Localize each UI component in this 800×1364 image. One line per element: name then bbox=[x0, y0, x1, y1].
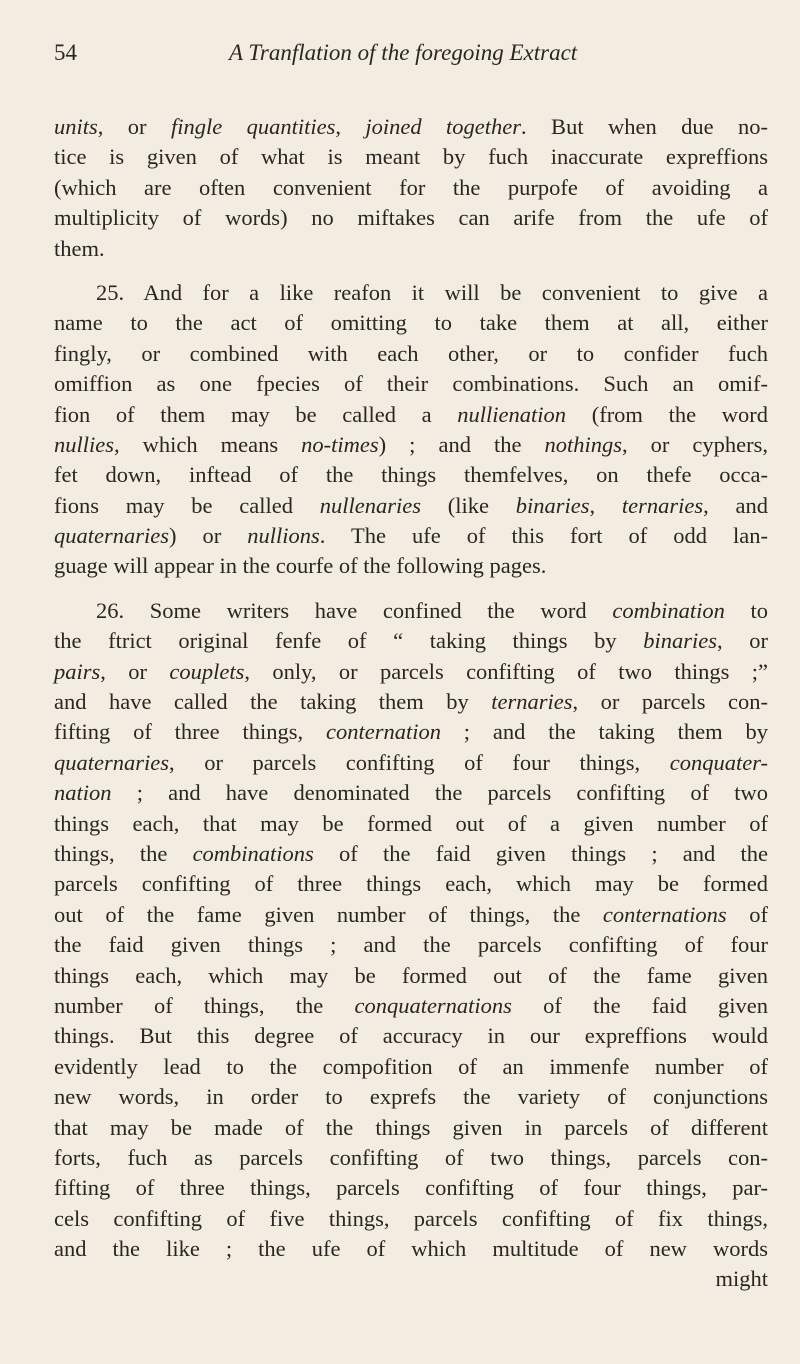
text-run: guage will appear in the courfe of the following pages. bbox=[54, 553, 547, 579]
italic-term: nullenaries bbox=[319, 492, 421, 518]
text-line bbox=[54, 1173, 768, 1203]
text-line bbox=[54, 657, 768, 687]
text-run: them. bbox=[54, 235, 105, 261]
text-line bbox=[54, 234, 768, 264]
text-run: things each, that may be formed out of a given number of bbox=[54, 810, 768, 836]
text-run: 26. Some writers have confined the word bbox=[96, 597, 613, 623]
text-run: new words, in order to exprefs the variety of conjunctions bbox=[54, 1084, 768, 1110]
paragraph bbox=[54, 596, 768, 1265]
text-run: . The ufe of this fort of odd lan- bbox=[319, 523, 768, 549]
text-line bbox=[54, 1052, 768, 1082]
text-line bbox=[54, 308, 768, 338]
italic-term: ternaries bbox=[621, 492, 704, 518]
italic-term: nullies bbox=[54, 431, 114, 457]
text-run: , bbox=[589, 492, 622, 518]
text-line bbox=[54, 748, 768, 778]
text-run: things each, which may be formed out of the fame given bbox=[54, 962, 768, 988]
text-run: fingly, or combined with each other, or to confider fuch bbox=[54, 340, 768, 366]
text-run: (from the word bbox=[566, 401, 768, 427]
text-run: of the faid given bbox=[511, 992, 768, 1018]
text-line bbox=[54, 278, 768, 308]
text-line bbox=[54, 930, 768, 960]
text-run: cels confifting of five things, parcels confifting of fix things, bbox=[54, 1205, 768, 1231]
text-line bbox=[54, 142, 768, 172]
italic-term: no-times bbox=[301, 431, 379, 457]
text-line bbox=[54, 778, 768, 808]
text-line bbox=[54, 869, 768, 899]
text-run: . But when due no- bbox=[521, 114, 768, 139]
text-line bbox=[54, 717, 768, 747]
text-line bbox=[54, 1113, 768, 1143]
text-line bbox=[54, 1204, 768, 1234]
italic-term: conquaternations bbox=[354, 992, 512, 1018]
text-run: , or parcels confifting of four things, bbox=[169, 749, 670, 775]
text-line bbox=[54, 112, 768, 142]
italic-term: binaries bbox=[515, 492, 590, 518]
italic-term: nullienation bbox=[457, 401, 567, 427]
text-run: , or cyphers, bbox=[622, 431, 769, 457]
text-run: (which are often convenient for the purpofe of avoiding a bbox=[54, 174, 768, 200]
page-header bbox=[54, 40, 754, 76]
text-run: the faid given things ; and the parcels confifting of four bbox=[54, 932, 768, 958]
text-run: of bbox=[726, 901, 768, 927]
text-run: , bbox=[335, 114, 366, 139]
running-title: A Tranflation of the foregoing Extract bbox=[229, 40, 578, 65]
italic-term: combination bbox=[612, 597, 725, 623]
text-run: things. But this degree of accuracy in our expreffions would bbox=[54, 1023, 768, 1049]
text-line bbox=[54, 1143, 768, 1173]
text-line bbox=[54, 991, 768, 1021]
italic-term: combinations bbox=[192, 840, 314, 866]
italic-term: units bbox=[54, 114, 98, 139]
text-run: to bbox=[724, 597, 768, 623]
text-run: parcels confifting of three things each, which may be formed bbox=[54, 871, 768, 897]
text-run: , or bbox=[717, 628, 768, 654]
italic-term: fingle quantities bbox=[170, 114, 336, 139]
italic-term: conternations bbox=[602, 901, 727, 927]
text-line bbox=[54, 900, 768, 930]
paragraph bbox=[54, 112, 768, 264]
text-run: , or bbox=[97, 114, 171, 139]
text-run: multiplicity of words) no miftakes can arife from the ufe of bbox=[54, 205, 768, 231]
text-line bbox=[54, 460, 768, 490]
text-run: of the faid given things ; and the bbox=[313, 840, 768, 866]
text-run: , which means bbox=[114, 431, 302, 457]
text-run: name to the act of omitting to take them at all, either bbox=[54, 310, 768, 336]
paragraph bbox=[54, 278, 768, 582]
italic-term: conquater- bbox=[669, 749, 768, 775]
text-run: fion of them may be called a bbox=[54, 401, 458, 427]
text-run: ) or bbox=[169, 523, 248, 549]
catchword: might bbox=[715, 1266, 768, 1292]
text-run: ) ; and the bbox=[378, 431, 545, 457]
italic-term: joined together bbox=[365, 114, 522, 139]
italic-term: nullions bbox=[247, 523, 320, 549]
italic-term: quaternaries bbox=[54, 749, 169, 775]
text-run: ; and have denominated the parcels confifting of two bbox=[111, 780, 768, 806]
text-run: 25. And for a like reafon it will be convenient to give a bbox=[96, 279, 768, 305]
text-run: tice is given of what is meant by fuch inaccurate expreffions bbox=[54, 144, 768, 170]
text-line bbox=[54, 687, 768, 717]
italic-term: couplets bbox=[169, 658, 245, 684]
italic-term: pairs bbox=[54, 658, 101, 684]
italic-term: quaternaries bbox=[54, 523, 169, 549]
text-line bbox=[54, 369, 768, 399]
text-line bbox=[54, 521, 768, 551]
text-line bbox=[54, 961, 768, 991]
text-run: number of things, the bbox=[54, 992, 355, 1018]
text-run: ; and the taking them by bbox=[440, 719, 768, 745]
italic-term: nothings bbox=[544, 431, 622, 457]
text-line bbox=[54, 1021, 768, 1051]
text-line bbox=[54, 430, 768, 460]
italic-term: ternaries bbox=[491, 689, 573, 715]
text-run: , or bbox=[100, 658, 170, 684]
text-line bbox=[54, 339, 768, 369]
text-line bbox=[54, 203, 768, 233]
text-run: things, the bbox=[54, 840, 193, 866]
text-run: omiffion as one fpecies of their combinations. Such an omif- bbox=[54, 371, 768, 397]
text-line bbox=[54, 596, 768, 626]
text-line bbox=[54, 173, 768, 203]
text-line bbox=[54, 400, 768, 430]
text-run: fet down, inftead of the things themfelves, on thefe occa- bbox=[54, 462, 768, 488]
text-run: out of the fame given number of things, the bbox=[54, 901, 603, 927]
text-line bbox=[54, 551, 768, 581]
text-run: fifting of three things, bbox=[54, 719, 326, 745]
paragraph-gap bbox=[54, 582, 768, 596]
text-run: (like bbox=[420, 492, 516, 518]
text-line bbox=[54, 809, 768, 839]
text-run: , or parcels con- bbox=[572, 689, 768, 715]
text-run: that may be made of the things given in parcels of different bbox=[54, 1114, 768, 1140]
italic-term: nation bbox=[54, 780, 112, 806]
italic-term: conternation bbox=[325, 719, 441, 745]
text-run: and the like ; the ufe of which multitude of new words bbox=[54, 1236, 768, 1262]
text-line bbox=[54, 491, 768, 521]
paragraph-gap bbox=[54, 264, 768, 278]
text-run: and have called the taking them by bbox=[54, 689, 492, 715]
text-line bbox=[54, 1082, 768, 1112]
italic-term: binaries bbox=[643, 628, 718, 654]
text-line bbox=[54, 626, 768, 656]
page-number: 54 bbox=[54, 40, 77, 65]
text-run: , only, or parcels confifting of two things ;” bbox=[244, 658, 768, 684]
text-run: fifting of three things, parcels confifting of four things, par- bbox=[54, 1175, 768, 1201]
text-run: fions may be called bbox=[54, 492, 320, 518]
text-run: forts, fuch as parcels confifting of two things, parcels con- bbox=[54, 1144, 768, 1170]
text-run: the ftrict original fenfe of “ taking things by bbox=[54, 628, 644, 654]
text-line bbox=[54, 839, 768, 869]
text-run: , and bbox=[703, 492, 768, 518]
body-text bbox=[54, 112, 768, 1295]
text-line bbox=[54, 1234, 768, 1264]
text-run: evidently lead to the compofition of an immenfe number of bbox=[54, 1053, 768, 1079]
